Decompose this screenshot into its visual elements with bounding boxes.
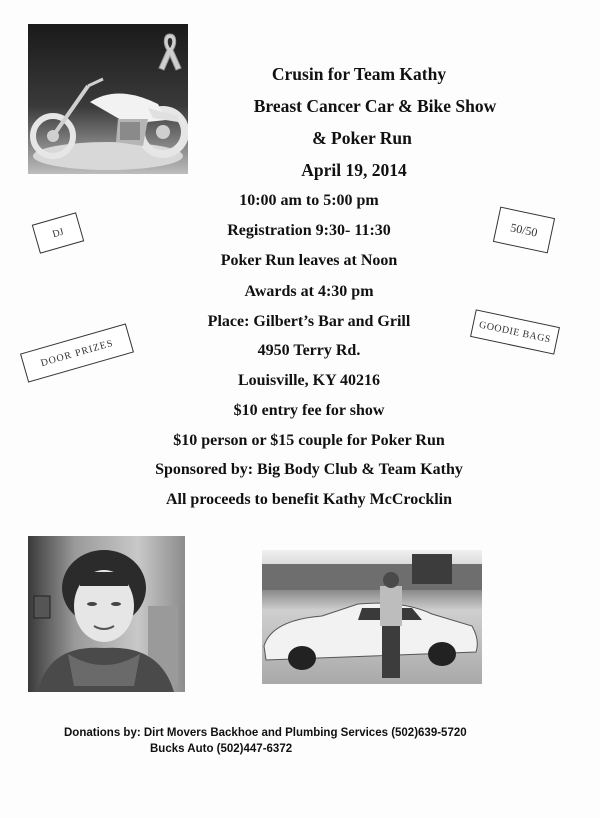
show-entry-fee: $10 entry fee for show	[233, 402, 385, 419]
fifty-fifty-stamp: 50/50	[493, 207, 555, 254]
venue-name: Place: Gilbert’s Bar and Grill	[207, 313, 411, 330]
dj-stamp: DJ	[32, 212, 84, 254]
registration-time: Registration 9:30- 11:30	[227, 222, 391, 239]
poker-run-fee: $10 person or $15 couple for Poker Run	[173, 432, 445, 449]
man-with-corvette-photo	[262, 550, 482, 684]
title-line-2: Breast Cancer Car & Bike Show	[253, 96, 497, 116]
event-time: 10:00 am to 5:00 pm	[239, 192, 379, 209]
bucks-auto-line: Bucks Auto (502)447-6372	[150, 743, 293, 755]
woman-portrait-photo	[28, 536, 185, 692]
title-line-3: & Poker Run	[312, 128, 412, 148]
donations-line: Donations by: Dirt Movers Backhoe and Plumbing Services (502)639-5720	[64, 727, 467, 739]
sponsors: Sponsored by: Big Body Club & Team Kathy	[155, 461, 463, 478]
goodie-bags-stamp: GOODIE BAGS	[470, 309, 560, 354]
poker-run-start: Poker Run leaves at Noon	[220, 252, 398, 269]
beneficiary: All proceeds to benefit Kathy McCrocklin	[165, 491, 453, 508]
event-date: April 19, 2014	[301, 160, 407, 180]
venue-city: Louisville, KY 40216	[237, 372, 381, 389]
awards-time: Awards at 4:30 pm	[244, 283, 374, 300]
title-line-1: Crusin for Team Kathy	[271, 64, 447, 84]
venue-street: 4950 Terry Rd.	[257, 342, 361, 359]
door-prizes-stamp: DOOR PRIZES	[20, 323, 134, 382]
